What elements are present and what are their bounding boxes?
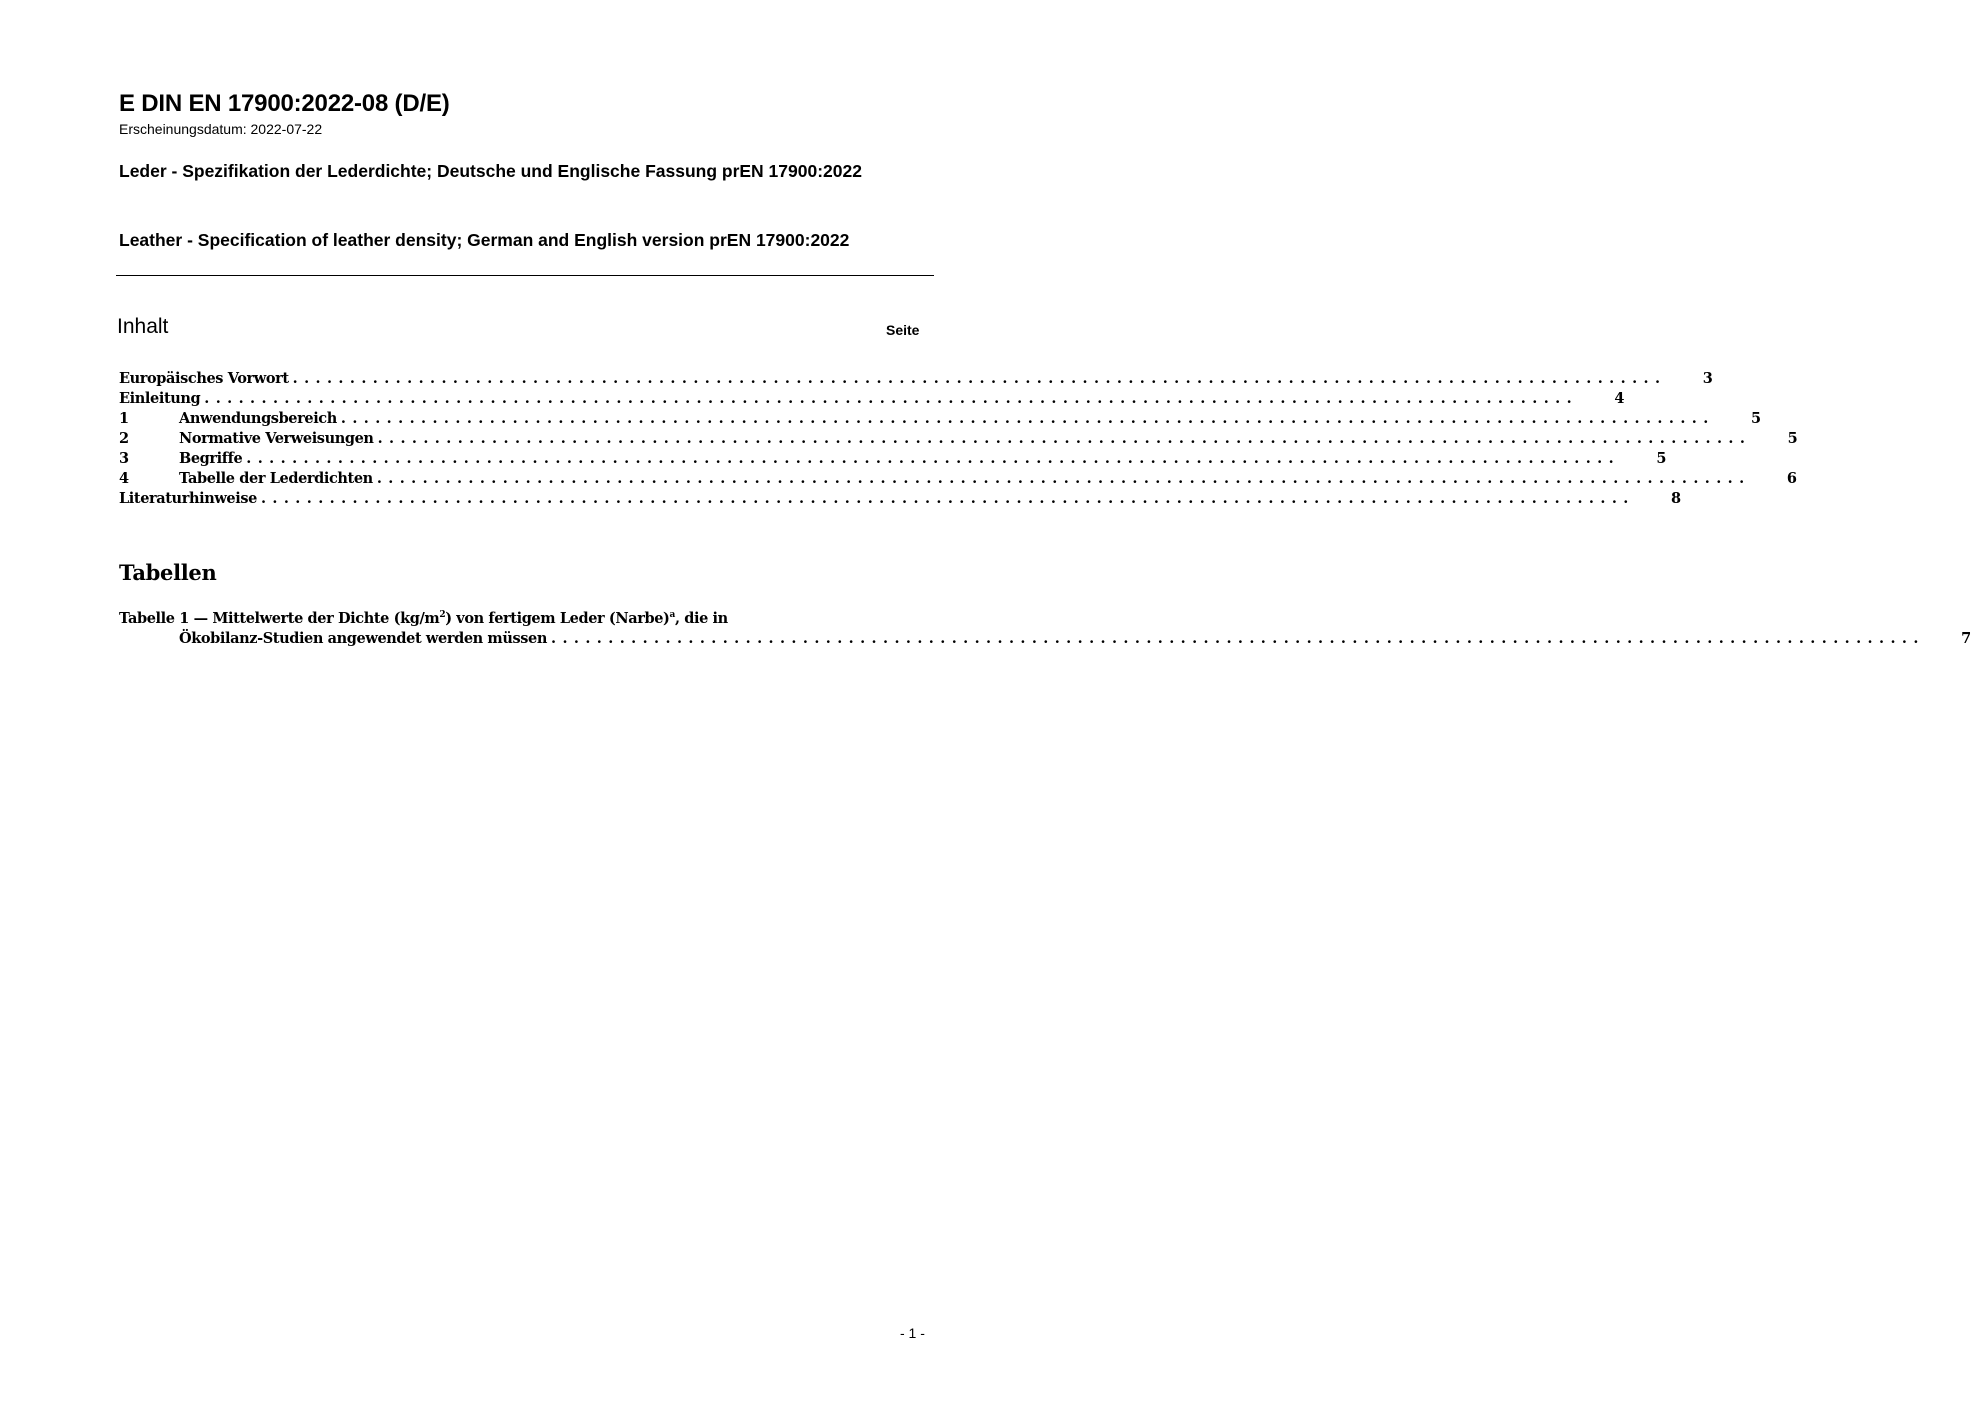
toc-entry-label: Tabelle der Lederdichten bbox=[179, 470, 373, 487]
toc-entry-number: 1 bbox=[119, 410, 129, 427]
tables-heading: Tabellen bbox=[119, 560, 217, 585]
toc-entry-label: Begriffe bbox=[179, 450, 243, 467]
title-german: Leder - Spezifikation der Lederdichte; Deutsche und Englische Fassung prEN 17900:2022 bbox=[119, 161, 862, 181]
toc-leader-dots: ........................................................................................................................ bbox=[204, 390, 1579, 407]
table-entry-text: Tabelle 1 — Mittelwerte der Dichte (kg/m bbox=[119, 610, 440, 627]
table-list-entry[interactable] bbox=[119, 610, 1971, 650]
toc-entry-label: Anwendungsbereich bbox=[179, 410, 337, 427]
superscript: 2 bbox=[439, 610, 446, 620]
toc-leader-dots: ........................................................................................................................ bbox=[551, 630, 1925, 647]
page-column-label: Seite bbox=[886, 322, 920, 338]
table-entry-text: ) von fertigem Leder (Narbe) bbox=[445, 610, 670, 627]
toc-entry[interactable] bbox=[119, 410, 1761, 430]
toc-entry[interactable] bbox=[119, 450, 1667, 470]
toc-entry-page: 4 bbox=[1614, 390, 1625, 407]
toc-entry[interactable] bbox=[119, 490, 1681, 510]
toc-entry-page: 3 bbox=[1702, 370, 1713, 387]
table-entry-page: 7 bbox=[1961, 630, 1971, 647]
toc-leader-dots: ........................................................................................................................ bbox=[377, 430, 1752, 447]
table-entry-text: , die in bbox=[674, 610, 728, 627]
toc-leader-dots: ........................................................................................................................ bbox=[246, 450, 1621, 467]
toc-entry-page: 5 bbox=[1750, 410, 1761, 427]
toc-entry-label: Einleitung bbox=[119, 390, 201, 407]
toc-leader-dots: ........................................................................................................................ bbox=[376, 470, 1751, 487]
table-of-contents bbox=[119, 370, 1798, 510]
toc-entry-number: 4 bbox=[119, 470, 129, 487]
toc-entry-page: 6 bbox=[1786, 470, 1797, 487]
toc-entry-label: Europäisches Vorwort bbox=[119, 370, 289, 387]
table-entry-continuation bbox=[119, 630, 1971, 650]
toc-entry-number: 2 bbox=[119, 430, 129, 447]
header-divider bbox=[116, 275, 934, 276]
toc-leader-dots: ........................................................................................................................ bbox=[260, 490, 1635, 507]
toc-entry-page: 5 bbox=[1787, 430, 1798, 447]
toc-entry-page: 8 bbox=[1671, 490, 1681, 507]
toc-entry-label: Normative Verweisungen bbox=[179, 430, 374, 447]
page-number: - 1 - bbox=[900, 1325, 925, 1341]
toc-entry[interactable] bbox=[119, 470, 1797, 490]
document-id: E DIN EN 17900:2022-08 (D/E) bbox=[119, 90, 450, 117]
toc-entry-number: 3 bbox=[119, 450, 129, 467]
toc-leader-dots: ........................................................................................................................ bbox=[340, 410, 1715, 427]
title-english: Leather - Specification of leather density; German and English version prEN 17900:2022 bbox=[119, 230, 850, 250]
toc-entry-label: Literaturhinweise bbox=[119, 490, 257, 507]
toc-entry[interactable] bbox=[119, 370, 1713, 390]
toc-leader-dots: ........................................................................................................................ bbox=[292, 370, 1667, 387]
publication-date: Erscheinungsdatum: 2022-07-22 bbox=[119, 121, 323, 137]
table-entry-title-line bbox=[119, 610, 933, 630]
footnote-marker: a bbox=[669, 610, 675, 620]
contents-heading: Inhalt bbox=[117, 315, 169, 338]
table-entry-text: Ökobilanz-Studien angewendet werden müssen bbox=[179, 630, 548, 647]
toc-entry[interactable] bbox=[119, 430, 1798, 450]
toc-entry-page: 5 bbox=[1656, 450, 1667, 467]
toc-entry[interactable] bbox=[119, 390, 1625, 410]
